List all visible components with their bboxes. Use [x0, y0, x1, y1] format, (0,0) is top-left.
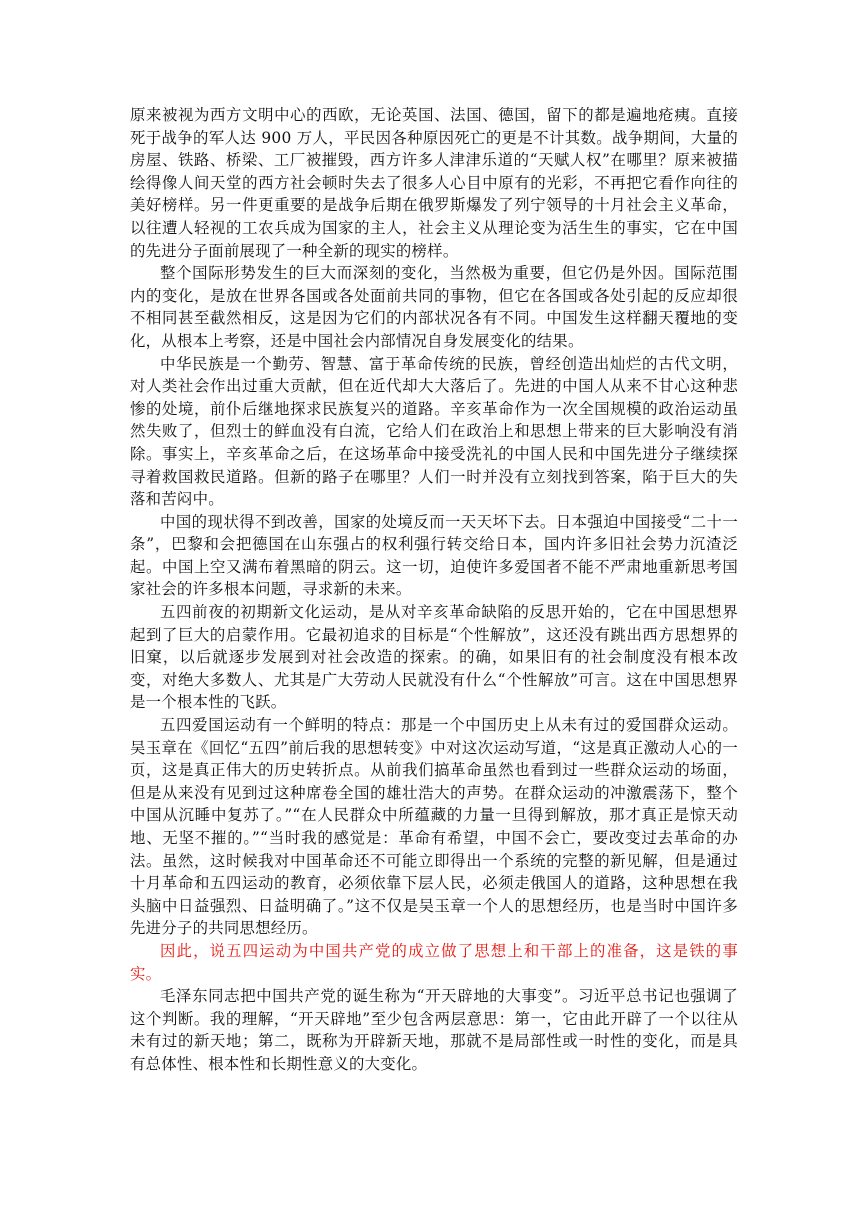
paragraph-founding-significance: 毛泽东同志把中国共产党的诞生称为“开天辟地的大事变”。习近平总书记也强调了这个判断。我的理解，“开天辟地”至少包含两层意思：第一，它由此开辟了一个以往从未有过的新天地；第二，既称为开辟新天地，那就不是局部性或一时性的变化，而是具有总体性、根本性和长期性意义的大变化。 — [130, 987, 738, 1073]
paragraph-highlighted-conclusion: 因此，说五四运动为中国共产党的成立做了思想上和干部上的准备，这是铁的事实。 — [130, 941, 738, 983]
document-page — [130, 104, 738, 1076]
paragraph-may-fourth-movement: 五四爱国运动有一个鲜明的特点：那是一个中国历史上从未有过的爱国群众运动。吴玉章在《回忆“五四”前后我的思想转变》中对这次运动写道，“这是真正激动人心的一页，这是真正伟大的历史转折点。从前我们搞革命虽然也看到过一些群众运动的场面，但是从来没有见到过这种席卷全国的雄壮浩大的声势。在群众运动的冲激震荡下，整个中国从沉睡中复苏了。”“在人民群众中所蕴藏的力量一旦得到解放，那才真正是惊天动地、无坚不摧的。”“当时我的感觉是：革命有希望，中国不会亡，要改变过去革命的办法。虽然，这时候我对中国革命还不可能立即得出一个系统的完整的新见解，但是通过十月革命和五四运动的教育，必须依靠下层人民，必须走俄国人的道路，这种思想在我头脑中日益强烈、日益明确了。”这不仅是吴玉章一个人的思想经历，也是当时中国许多先进分子的共同思想经历。 — [130, 716, 738, 938]
paragraph-western-europe: 原来被视为西方文明中心的西欧，无论英国、法国、德国，留下的都是遍地疮痍。直接死于战争的军人达 900 万人，平民因各种原因死亡的更是不计其数。战争期间，大量的房屋、铁路、桥梁、工厂被摧毁，西方许多人津津乐道的“天赋人权”在哪里？原来被描绘得像人间天堂的西方社会顿时失去了很多人心目中原有的光彩，不再把它看作向往的美好榜样。另一件更重要的是战争后期在俄罗斯爆发了列宁领导的十月社会主义革命，以往遭人轻视的工农兵成为国家的主人，社会主义从理论变为活生生的事实，它在中国的先进分子面前展现了一种全新的现实的榜样。 — [130, 106, 738, 260]
paragraph-new-culture-movement: 五四前夜的初期新文化运动，是从对辛亥革命缺陷的反思开始的，它在中国思想界起到了巨大的启蒙作用。它最初追求的目标是“个性解放”，这还没有跳出西方思想界的旧窠，以后就逐步发展到对社会改造的探索。的确，如果旧有的社会制度没有根本改变，对绝大多数人、尤其是广大劳动人民就没有什么“个性解放”可言。这在中国思想界是一个根本性的飞跃。 — [130, 603, 738, 712]
paragraph-international-situation: 整个国际形势发生的巨大而深刻的变化，当然极为重要，但它仍是外因。国际范围内的变化，是放在世界各国或各处面前共同的事物，但它在各国或各处引起的反应却很不相同甚至截然相反，这是因为它们的内部状况各有不同。中国发生这样翻天覆地的变化，从根本上考察，还是中国社会内部情况自身发展变化的结果。 — [130, 264, 738, 350]
paragraph-chinese-nation: 中华民族是一个勤劳、智慧、富于革命传统的民族，曾经创造出灿烂的古代文明，对人类社会作出过重大贡献，但在近代却大大落后了。先进的中国人从来不甘心这种悲惨的处境，前仆后继地探求民族复兴的道路。辛亥革命作为一次全国规模的政治运动虽然失败了，但烈士的鲜血没有白流，它给人们在政治上和思想上带来的巨大影响没有消除。事实上，辛亥革命之后，在这场革命中接受洗礼的中国人民和中国先进分子继续探寻着救国救民道路。但新的路子在哪里？人们一时并没有立刻找到答案，陷于巨大的失落和苦闷中。 — [130, 354, 738, 509]
paragraph-china-situation: 中国的现状得不到改善，国家的处境反而一天天坏下去。日本强迫中国接受“二十一条”，巴黎和会把德国在山东强占的权利强行转交给日本，国内许多旧社会势力沉渣泛起。中国上空又满布着黑暗的阴云。这一切，迫使许多爱国者不能不严肃地重新思考国家社会的许多根本问题，寻求新的未来。 — [130, 512, 738, 599]
